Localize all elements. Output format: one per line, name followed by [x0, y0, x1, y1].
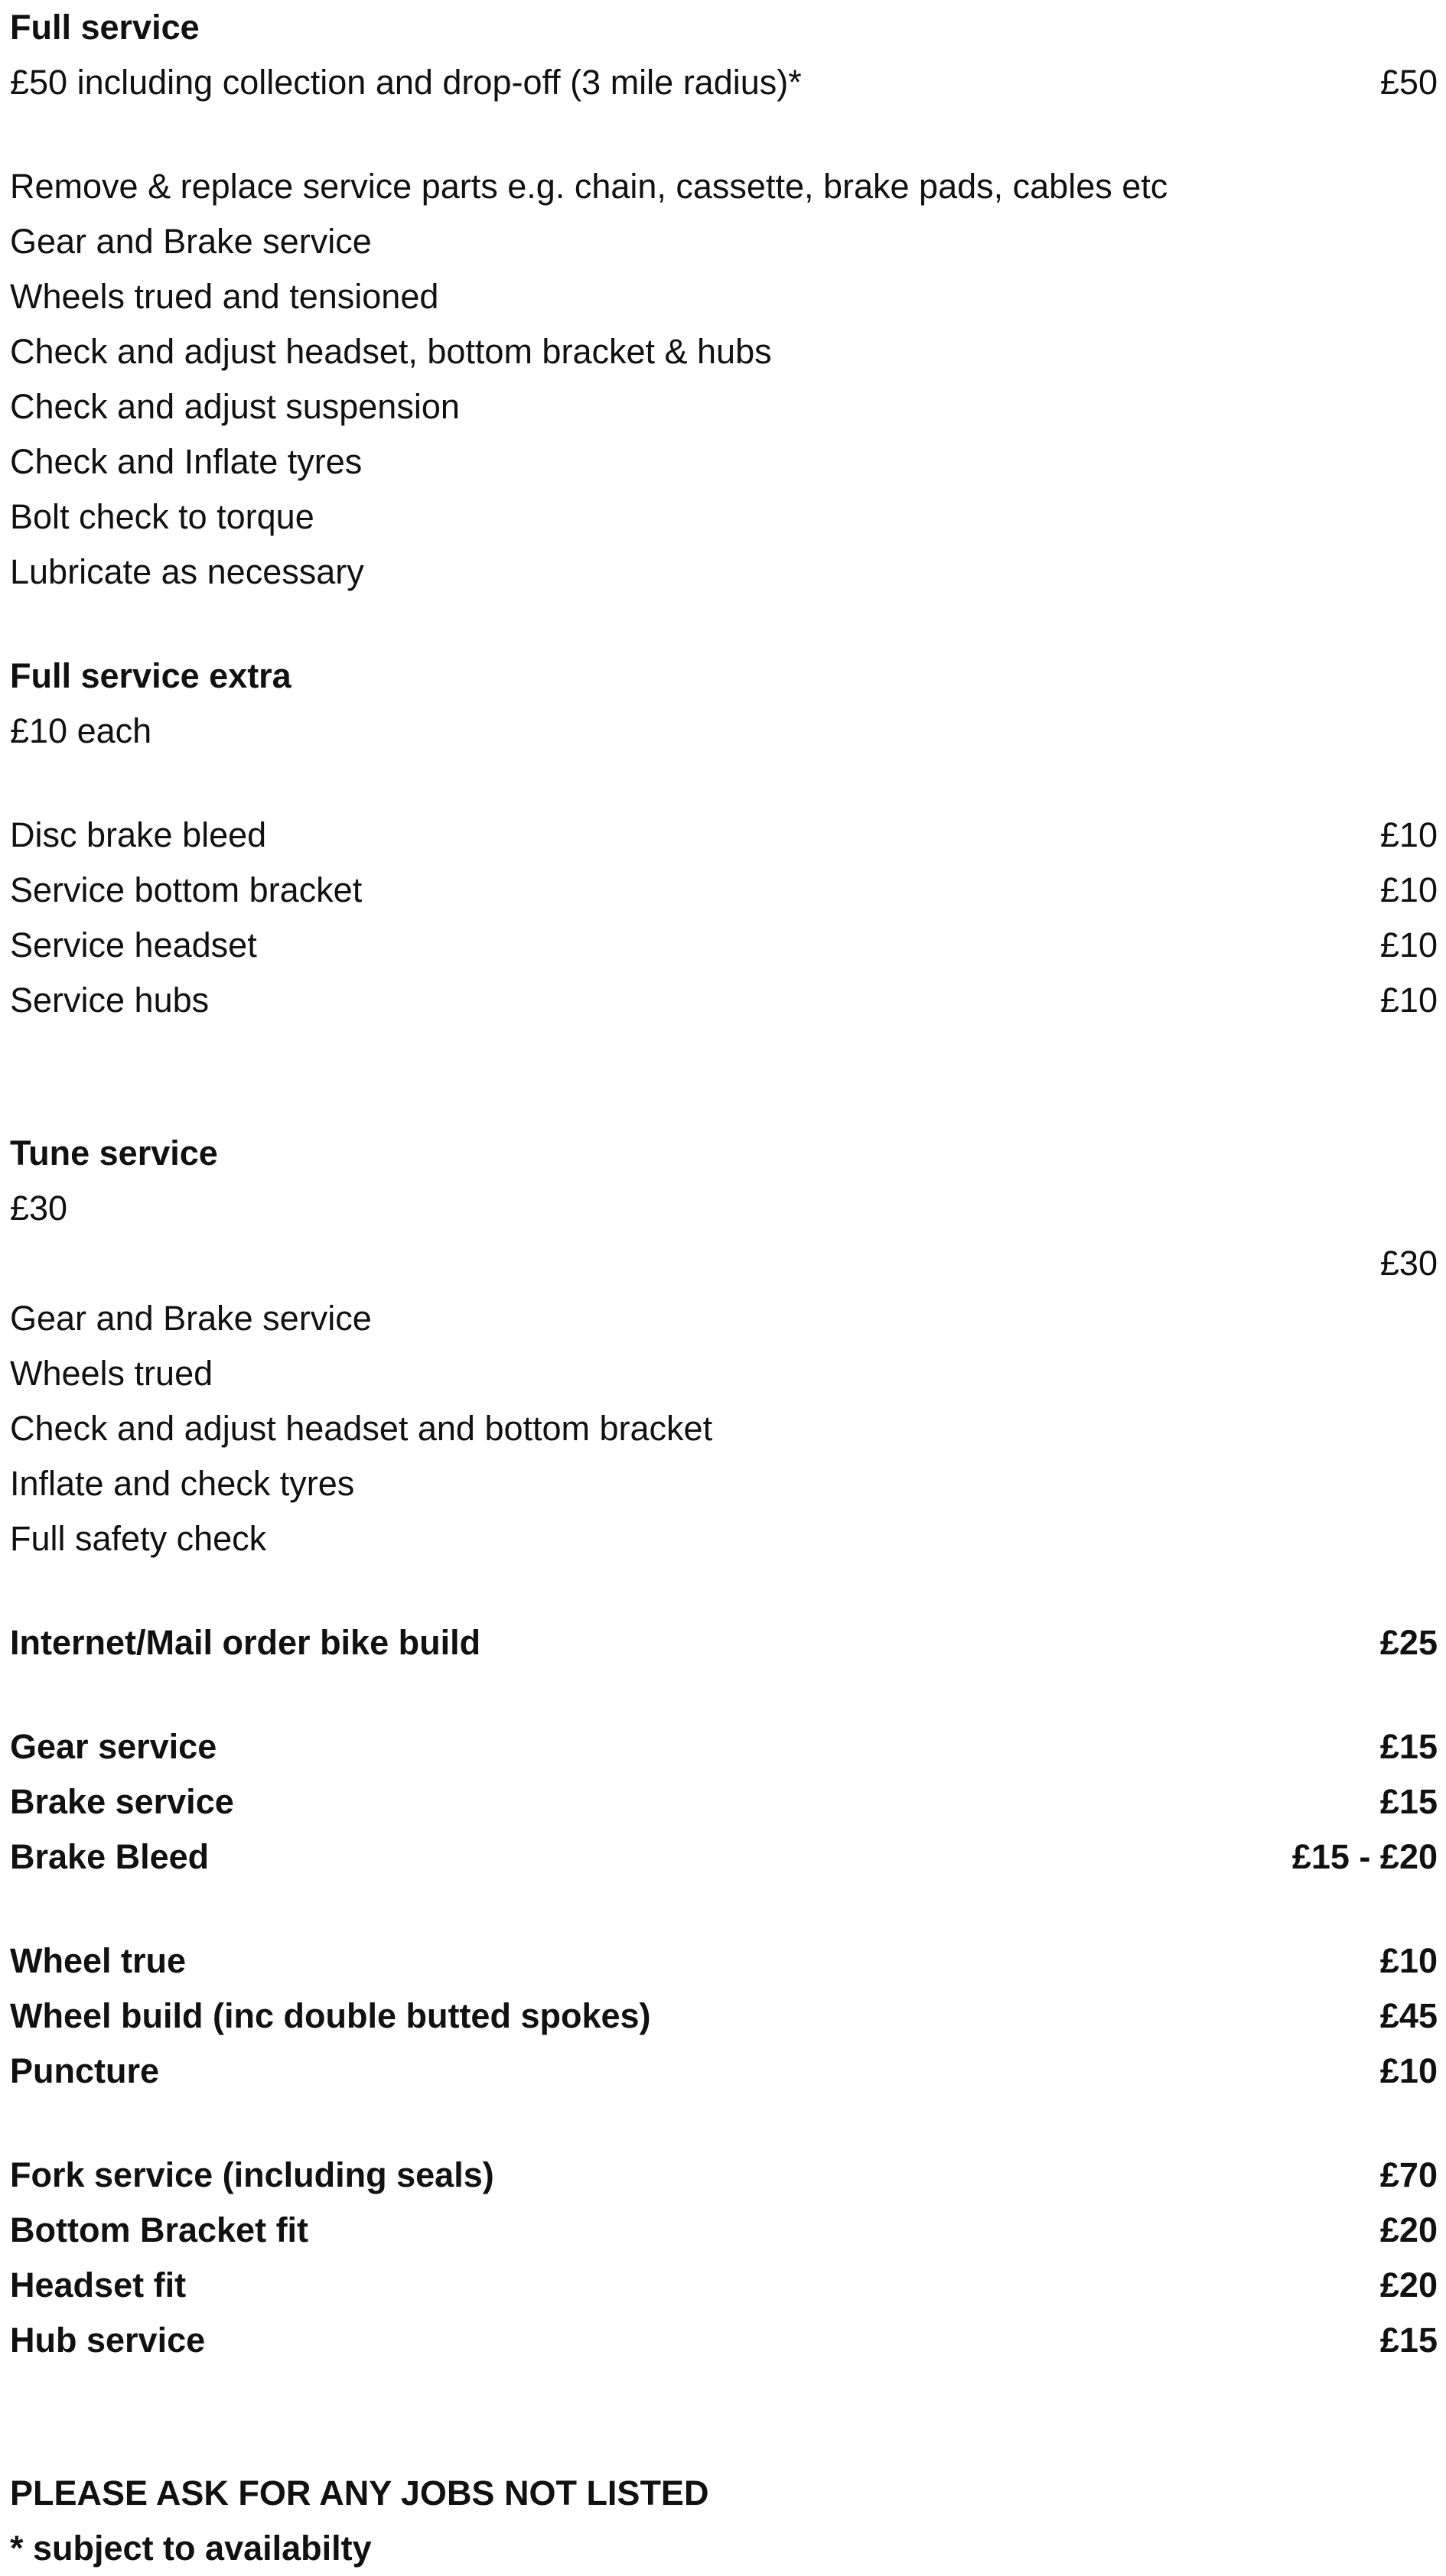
price-row-label: Service headset	[10, 925, 257, 964]
wheels-group	[10, 1934, 1438, 2099]
price-row	[10, 1989, 1438, 2044]
spacer	[10, 1566, 1438, 1615]
price-row-price: £10	[1379, 815, 1438, 854]
price-row-price: £70	[1379, 2155, 1438, 2194]
spacer	[10, 2099, 1438, 2148]
price-row-price: £10	[1379, 2051, 1438, 2090]
price-row-price: £15	[1379, 1727, 1438, 1766]
list-item: Check and adjust headset and bottom bracket	[10, 1409, 713, 1448]
price-row-label: Bottom Bracket fit	[10, 2210, 309, 2249]
tune-service-price: £30	[1379, 1244, 1438, 1283]
price-row-label: Disc brake bleed	[10, 815, 267, 854]
footer-note-row	[10, 2466, 1438, 2521]
price-row	[10, 1830, 1438, 1885]
list-item: Gear and Brake service	[10, 1299, 372, 1338]
spacer	[10, 110, 1438, 159]
price-row-label: Hub service	[10, 2321, 206, 2360]
price-row-label: Internet/Mail order bike build	[10, 1623, 481, 1662]
full-service-price-row	[10, 55, 1438, 110]
tune-service-price-row	[10, 1236, 1438, 1291]
full-service-extra-section	[10, 649, 1438, 1028]
full-service-extra-heading-row	[10, 649, 1438, 704]
price-row-label: Wheel true	[10, 1941, 187, 1980]
full-service-section	[10, 0, 1438, 600]
price-list-document	[10, 0, 1438, 2576]
spacer	[10, 759, 1438, 808]
price-row	[10, 863, 1438, 918]
price-row	[10, 2258, 1438, 2313]
price-row	[10, 2203, 1438, 2258]
section-title: Full service extra	[10, 656, 291, 695]
list-item: Lubricate as necessary	[10, 552, 364, 591]
list-item: Check and adjust headset, bottom bracket & hubs	[10, 332, 772, 371]
price-row-price: £10	[1379, 981, 1438, 1020]
full-service-extra-subtitle-row	[10, 704, 1438, 759]
list-item: Wheels trued	[10, 1354, 213, 1393]
full-service-subtitle: £50 including collection and drop-off (3 mile radius)*	[10, 63, 802, 102]
list-item: Check and adjust suspension	[10, 387, 460, 426]
list-item: Wheels trued and tensioned	[10, 277, 439, 316]
full-service-extra-subtitle: £10 each	[10, 711, 152, 750]
price-row	[10, 2044, 1438, 2099]
price-row	[10, 918, 1438, 973]
price-row-label: Service bottom bracket	[10, 870, 363, 909]
list-item: Bolt check to torque	[10, 497, 314, 536]
list-item: Check and Inflate tyres	[10, 442, 363, 481]
tune-service-subtitle: £30	[10, 1189, 68, 1228]
price-row	[10, 1934, 1438, 1989]
price-row-price: £10	[1379, 1941, 1438, 1980]
price-row-label: Brake service	[10, 1782, 234, 1821]
list-item: Gear and Brake service	[10, 222, 372, 261]
footnote: * subject to availabilty	[10, 2529, 372, 2568]
price-row-label: Wheel build (inc double butted spokes)	[10, 1996, 651, 2035]
price-row-price: £25	[1379, 1623, 1438, 1662]
price-row-label: Service hubs	[10, 981, 210, 1020]
spacer	[10, 1670, 1438, 1719]
footnote-row	[10, 2521, 1438, 2576]
footer	[10, 2466, 1438, 2576]
price-row-label: Gear service	[10, 1727, 217, 1766]
section-title: Full service	[10, 8, 200, 47]
price-row-price: £15	[1379, 1782, 1438, 1821]
price-row-price: £20	[1379, 2210, 1438, 2249]
price-row-label: Fork service (including seals)	[10, 2155, 494, 2194]
components-group	[10, 2148, 1438, 2368]
price-row-label: Brake Bleed	[10, 1837, 210, 1876]
spacer	[10, 1028, 1438, 1126]
tune-service-subtitle-row	[10, 1181, 1438, 1236]
price-row	[10, 973, 1438, 1028]
price-row-label: Headset fit	[10, 2265, 187, 2304]
price-row-price: £20	[1379, 2265, 1438, 2304]
price-row	[10, 808, 1438, 863]
tune-service-section	[10, 1126, 1438, 1566]
price-row-price: £10	[1379, 870, 1438, 909]
price-row	[10, 2148, 1438, 2203]
spacer	[10, 1885, 1438, 1934]
price-row-price: £10	[1379, 925, 1438, 964]
list-item: Inflate and check tyres	[10, 1464, 355, 1503]
price-row-price: £15 - £20	[1291, 1837, 1438, 1876]
price-row-price: £15	[1379, 2321, 1438, 2360]
price-row-price: £45	[1379, 1996, 1438, 2035]
price-row	[10, 1774, 1438, 1830]
full-service-heading-row	[10, 0, 1438, 55]
tune-service-heading-row	[10, 1126, 1438, 1181]
full-service-price: £50	[1379, 63, 1438, 102]
list-item: Remove & replace service parts e.g. chain, cassette, brake pads, cables etc	[10, 167, 1168, 206]
price-row	[10, 1719, 1438, 1774]
gears-brakes-group	[10, 1719, 1438, 1885]
price-row	[10, 2313, 1438, 2368]
spacer	[10, 2368, 1438, 2466]
spacer	[10, 600, 1438, 649]
bike-build-row	[10, 1615, 1438, 1670]
price-row-label: Puncture	[10, 2051, 160, 2090]
footer-note: PLEASE ASK FOR ANY JOBS NOT LISTED	[10, 2474, 709, 2513]
section-title: Tune service	[10, 1134, 218, 1173]
list-item: Full safety check	[10, 1519, 267, 1558]
